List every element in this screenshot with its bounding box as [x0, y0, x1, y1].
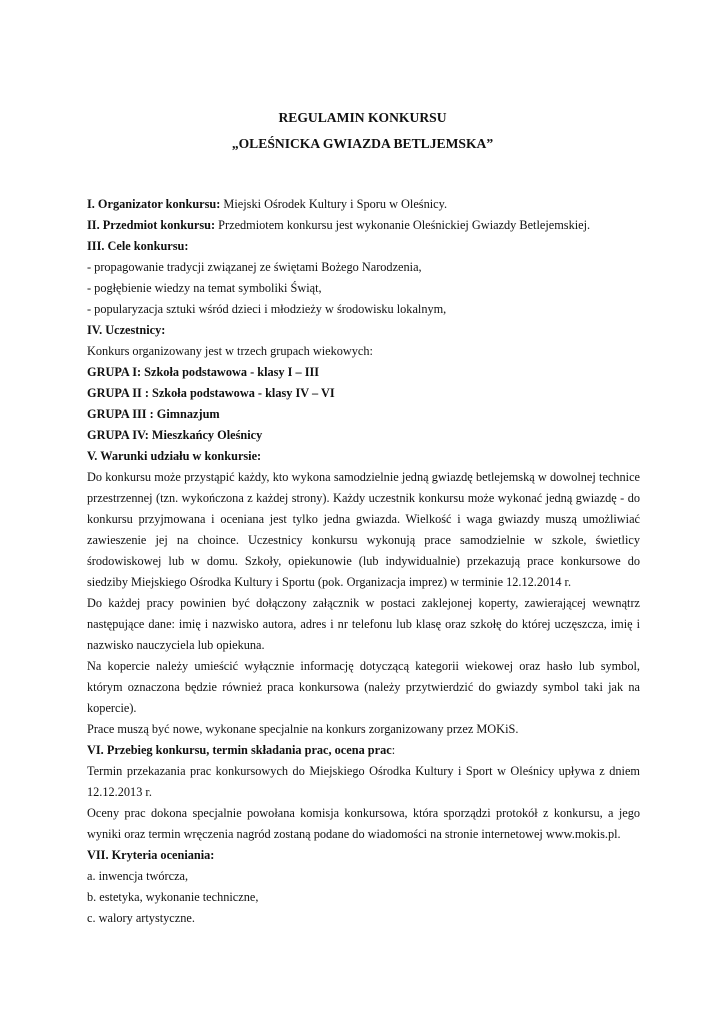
participants-heading: IV. Uczestnicy:	[87, 323, 166, 337]
document-subtitle: „OLEŚNICKA GWIAZDA BETLJEMSKA”	[231, 136, 494, 151]
participants-intro: Konkurs organizowany jest w trzech grupach wiekowych:	[87, 344, 373, 358]
document-title: REGULAMIN KONKURSU	[278, 110, 447, 125]
criteria-item: b. estetyka, wykonanie techniczne,	[87, 890, 259, 904]
goals-heading: III. Cele konkursu:	[87, 239, 189, 253]
goal-item: - pogłębienie wiedzy na temat symboliki Świąt,	[87, 281, 322, 295]
conditions-paragraph: Na kopercie należy umieścić wyłącznie informację dotyczącą kategorii wiekowej oraz hasło lub symbol, którym oznaczona będzie również praca konkursowa (należy przytwierdzić do gwiazdy symbol taki jak na kopercie).	[87, 659, 640, 715]
group-item: GRUPA IV: Mieszkańcy Oleśnicy	[87, 428, 263, 442]
goal-item: - propagowanie tradycji związanej ze świętami Bożego Narodzenia,	[87, 260, 422, 274]
procedure-paragraph: Termin przekazania prac konkursowych do Miejskiego Ośrodka Kultury i Sport w Oleśnicy upływa z dniem 12.12.2013 r.	[87, 764, 640, 799]
goal-item: - popularyzacja sztuki wśród dzieci i młodzieży w środowisku lokalnym,	[87, 302, 447, 316]
organizer-label: I. Organizator konkursu:	[87, 197, 221, 211]
procedure-colon: :	[391, 743, 396, 757]
conditions-paragraph: Prace muszą być nowe, wykonane specjalnie na konkurs zorganizowany przez MOKiS.	[87, 722, 519, 736]
group-item: GRUPA II : Szkoła podstawowa - klasy IV – VI	[87, 386, 335, 400]
procedure-paragraph: Oceny prac dokona specjalnie powołana komisja konkursowa, która sporządzi protokół z konkursu, a jego wyniki oraz termin wręczenia nagród zostaną podane do wiadomości na stronie internetowej www.mokis.pl.	[87, 806, 640, 841]
conditions-paragraph: Do każdej pracy powinien być dołączony załącznik w postaci zaklejonej koperty, zawierającej wewnątrz następujące dane: imię i nazwisko autora, adres i nr telefonu lub klasę oraz szkołę do której uczęszcza, imię i nazwisko nauczyciela lub opiekuna.	[87, 596, 640, 652]
criteria-item: a. inwencja twórcza,	[87, 869, 189, 883]
organizer-text: Miejski Ośrodek Kultury i Sporu w Oleśnicy.	[220, 197, 448, 211]
organizer-line	[87, 194, 640, 215]
procedure-heading	[87, 740, 640, 761]
conditions-heading: V. Warunki udziału w konkursie:	[87, 449, 262, 463]
conditions-paragraph: Do konkursu może przystąpić każdy, kto wykona samodzielnie jedną gwiazdę betlejemską w dowolnej technice przestrzennej (tzn. wykończona z każdej strony). Każdy uczestnik konkursu może wykonać jedną gwiazdę - do konkursu przyjmowana i oceniana jest tylko jedna gwiazda. Wielkość i waga gwiazdy muszą umożliwiać zawieszenie jej na choince. Uczestnicy konkursu wykonują prace samodzielnie w szkole, świetlicy środowiskowej lub w domu. Szkoły, opiekunowie (lub indywidualnie) przekazują prace konkursowe do siedziby Miejskiego Ośrodka Kultury i Sportu (pok. Organizacja imprez) w terminie 12.12.2014 r.	[87, 470, 640, 589]
subject-label: II. Przedmiot konkursu:	[87, 218, 216, 232]
procedure-label: VI. Przebieg konkursu, termin składania prac, ocena prac	[87, 743, 392, 757]
group-item: GRUPA III : Gimnazjum	[87, 407, 220, 421]
subject-line	[87, 215, 640, 236]
criteria-item: c. walory artystyczne.	[87, 911, 195, 925]
document-body	[87, 194, 640, 929]
subject-text: Przedmiotem konkursu jest wykonanie Oleśnickiej Gwiazdy Betlejemskiej.	[215, 218, 591, 232]
criteria-heading: VII. Kryteria oceniania:	[87, 848, 215, 862]
group-item: GRUPA I: Szkoła podstawowa - klasy I – III	[87, 365, 320, 379]
